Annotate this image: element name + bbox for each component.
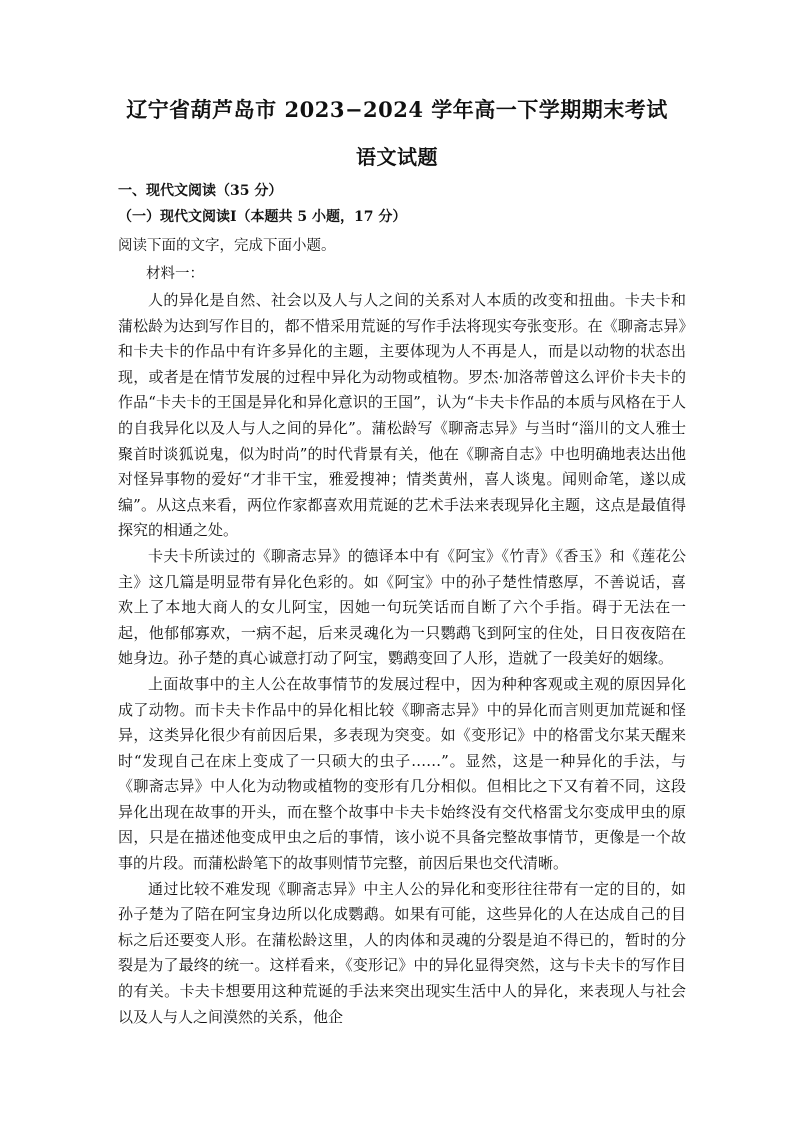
document-title: 辽宁省葫芦岛市 2023−2024 学年高一下学期期末考试 [126, 97, 668, 122]
instruction-text: 阅读下面的文字，完成下面小题。 [118, 238, 336, 254]
paragraph: 卡夫卡所读过的《聊斋志异》的德译本中有《阿宝》《竹青》《香玉》和《莲花公主》这几篇是明显带有异化色彩的。如《阿宝》中的孙子楚性情憨厚，不善说话，喜欢上了本地大商人的女儿阿宝，因她一句玩笑话而自断了六个手指。碍于无法在一起，他郁郁寡欢，一病不起，后来灵魂化为一只鹦鹉飞到阿宝的住处，日日夜夜陪在她身边。孙子楚的真心诚意打动了阿宝，鹦鹉变回了人形，造就了一段美好的姻缘。 [118, 546, 686, 668]
subsection-heading: （一）现代文阅读Ⅰ（本题共 5 小题，17 分） [118, 209, 407, 225]
paragraph: 上面故事中的主人公在故事情节的发展过程中，因为种种客观或主观的原因异化成了动物。而卡夫卡作品中的异化相比较《聊斋志异》中的异化而言则更加荒诞和怪异，这类异化很少有前因后果，多表现为突变。如《变形记》中的格雷戈尔某天醒来时“发现自己在床上变成了一只硕大的虫子……”。显然，这是一种异化的手法，与《聊斋志异》中人化为动物或植物的变形有几分相似。但相比之下又有着不同，这段异化出现在故事的开头，而在整个故事中卡夫卡始终没有交代格雷戈尔变成甲虫的原因，只是在描述他变成甲虫之后的事情，该小说不具备完整故事情节，更像是一个故事的片段。而蒲松龄笔下的故事则情节完整，前因后果也交代清晰。 [118, 674, 686, 873]
section-heading: 一、现代文阅读（35 分） [118, 183, 283, 199]
passage-body [118, 288, 686, 1030]
paragraph: 人的异化是自然、社会以及人与人之间的关系对人本质的改变和扭曲。卡夫卡和蒲松龄为达到写作目的，都不惜采用荒诞的写作手法将现实夸张变形。在《聊斋志异》和卡夫卡的作品中有许多异化的主题，主要体现为人不再是人，而是以动物的状态出现，或者是在情节发展的过程中异化为动物或植物。罗杰·加洛蒂曾这么评价卡夫卡的作品“卡夫卡的王国是异化和异化意识的王国”，认为“卡夫卡作品的本质与风格在于人的自我异化以及人与人之间的异化”。蒲松龄写《聊斋志异》与当时“淄川的文人雅士聚首时谈狐说鬼，似为时尚”的时代背景有关，他在《聊斋自志》中也明确地表达出他对怪异事物的爱好“才非干宝，雅爱搜神；情类黄州，喜人谈鬼。闻则命笔，遂以成编”。从这点来看，两位作家都喜欢用荒诞的艺术手法来表现异化主题，这点是最值得探究的相通之处。 [118, 291, 686, 540]
material-label: 材料一： [146, 266, 204, 282]
document-subtitle: 语文试题 [356, 145, 438, 169]
paragraph: 通过比较不难发现《聊斋志异》中主人公的异化和变形往往带有一定的目的，如孙子楚为了陪在阿宝身边所以化成鹦鹉。如果有可能，这些异化的人在达成自己的目标之后还要变人形。在蒲松龄这里，人的肉体和灵魂的分裂是迫不得已的，暂时的分裂是为了最终的统一。这样看来，《变形记》中的异化显得突然，这与卡夫卡的写作目的有关。卡夫卡想要用这种荒诞的手法来突出现实生活中人的异化，来表现人与社会以及人与人之间漠然的关系，他企 [118, 879, 686, 1026]
